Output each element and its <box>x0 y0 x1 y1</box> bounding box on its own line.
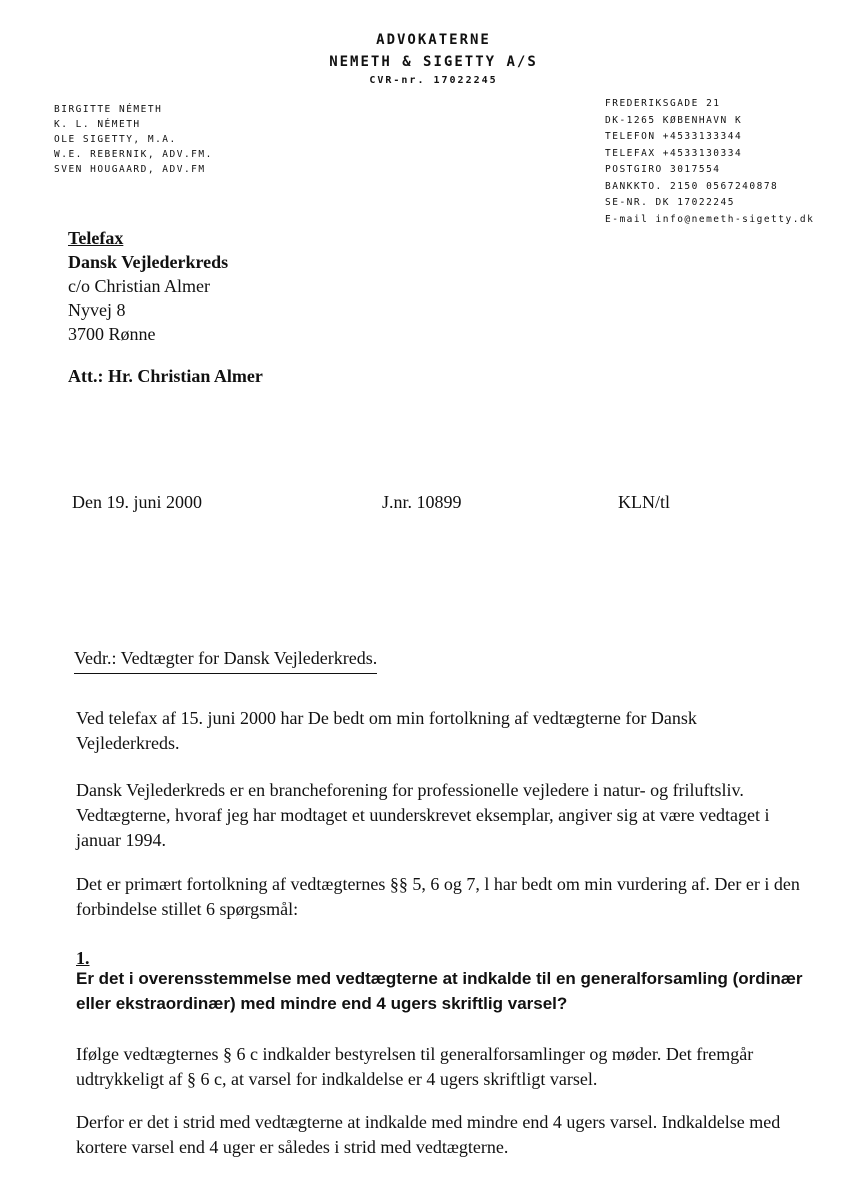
body-paragraph: Dansk Vejlederkreds er en brancheforening for professionelle vejledere i natur- og friluftsliv. Vedtægterne, hvoraf jeg har modtaget et uunderskrevet eksemplar, angiver sig at være vedtaget i januar 1994. <box>76 780 770 850</box>
recipient-street: Nyvej 8 <box>68 300 126 320</box>
contact-postgiro: POSTGIRO 3017554 <box>605 164 721 175</box>
recipient-care-of: c/o Christian Almer <box>68 276 210 296</box>
contact-phone: TELEFON +4533133344 <box>605 131 743 142</box>
question-number: 1. <box>76 948 90 968</box>
letter-date: Den 19. juni 2000 <box>72 492 202 512</box>
recipient-address <box>68 226 228 346</box>
body-paragraph: Derfor er det i strid med vedtægterne at indkalde med mindre end 4 ugers varsel. Indkaldelse med kortere varsel end 4 uger er således i strid med vedtægterne. <box>76 1112 781 1157</box>
contact-bank: BANKKTO. 2150 0567240878 <box>605 180 779 192</box>
reference-initials: KLN/tl <box>618 492 670 512</box>
fax-heading: Telefax <box>68 228 124 248</box>
contact-se-number: SE-NR. DK 17022245 <box>605 197 735 208</box>
question-text: Er det i overensstemmelse med vedtægterne at indkalde til en generalforsamling (ordinær eller ekstraordinær) med mindre end 4 ugers skriftlig varsel? <box>76 969 803 1013</box>
journal-number: J.nr. 10899 <box>382 492 462 512</box>
partner-list <box>54 102 213 177</box>
body-paragraph: Det er primært fortolkning af vedtægternes §§ 5, 6 og 7, l har bedt om min vurdering af. Der er i den forbindelse stillet 6 spørgsmål: <box>76 874 800 919</box>
body-paragraph: Ifølge vedtægternes § 6 c indkalder bestyrelsen til generalforsamlinger og møder. Det fremgår udtrykkeligt af § 6 c, at varsel for indkaldelse er 4 ugers skriftligt varsel. <box>76 1044 754 1089</box>
partner-name: OLE SIGETTY, M.A. <box>54 134 177 145</box>
partner-name: SVEN HOUGAARD, ADV.FM <box>54 164 206 175</box>
contact-fax: TELEFAX +4533130334 <box>605 147 743 159</box>
contact-address: FREDERIKSGADE 21 <box>605 98 721 109</box>
contact-email: E-mail info@nemeth-sigetty.dk <box>605 213 815 225</box>
partner-name: W.E. REBERNIK, ADV.FM. <box>54 149 213 160</box>
body-paragraph: Ved telefax af 15. juni 2000 har De bedt om min fortolkning af vedtægterne for Dansk Vejlederkreds. <box>76 708 697 753</box>
partner-name: K. L. NÉMETH <box>54 119 141 130</box>
attention-line: Att.: Hr. Christian Almer <box>68 366 263 386</box>
recipient-city: 3700 Rønne <box>68 324 156 344</box>
firm-name-line1: ADVOKATERNE <box>376 32 491 48</box>
contact-postcode: DK-1265 KØBENHAVN K <box>605 114 743 126</box>
contact-block <box>605 96 814 228</box>
partner-name: BIRGITTE NÉMETH <box>54 104 163 115</box>
subject-line: Vedr.: Vedtægter for Dansk Vejlederkreds. <box>74 648 377 674</box>
firm-cvr: CVR-nr. 17022245 <box>369 75 498 86</box>
recipient-org: Dansk Vejlederkreds <box>68 252 229 272</box>
firm-name-line2: NEMETH & SIGETTY A/S <box>329 54 538 70</box>
